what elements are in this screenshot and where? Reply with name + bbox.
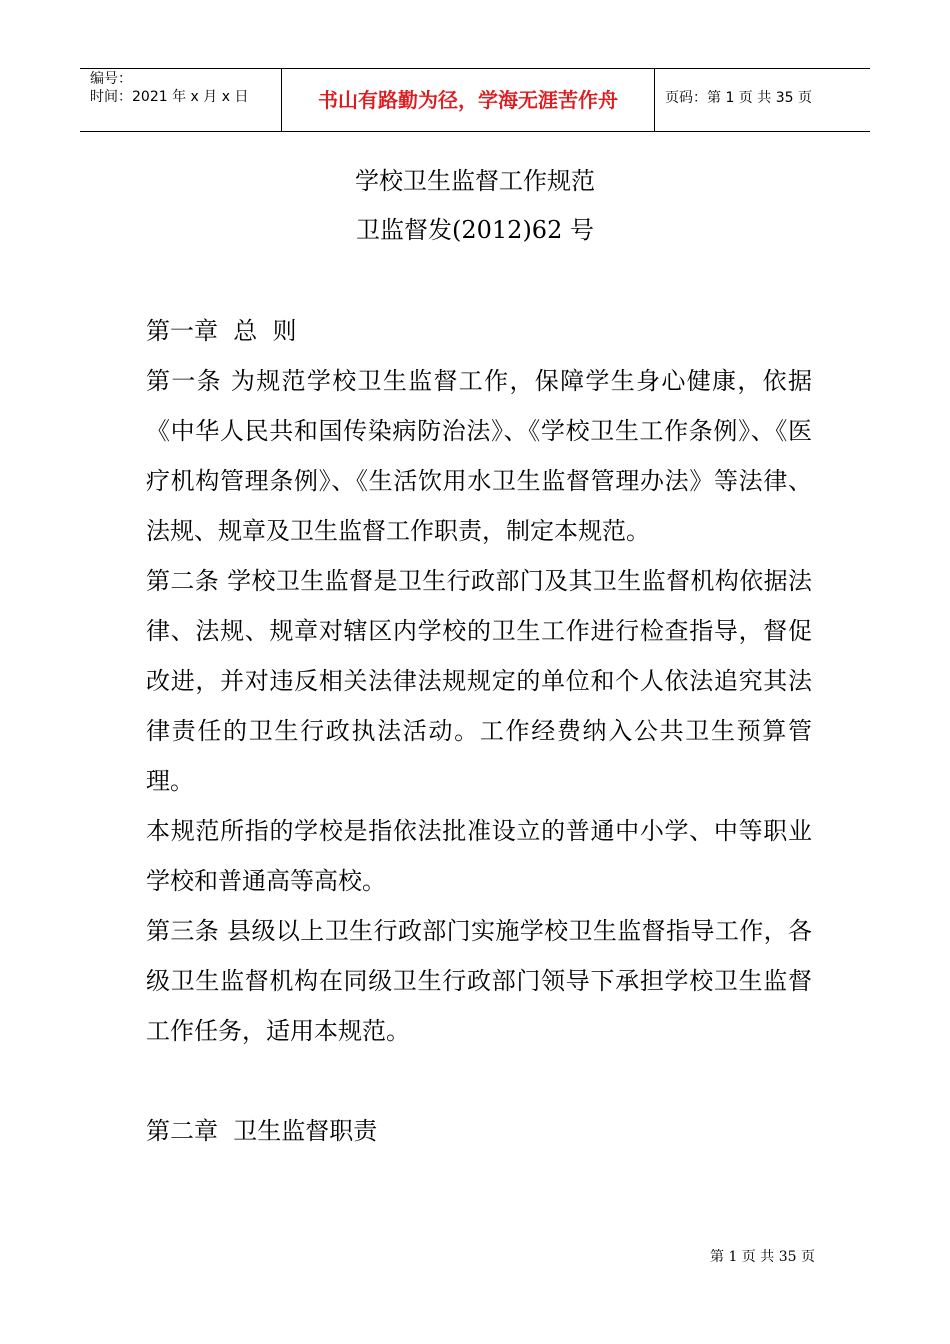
document-number: 卫监督发(2012)62 号 [356, 216, 594, 244]
document-time: 时间：2021 年 x 月 x 日 [90, 89, 249, 105]
header-left-cell [80, 69, 281, 131]
header-middle-cell [281, 69, 655, 131]
article-2-paragraph: 第二条 学校卫生监督是卫生行政部门及其卫生监督机构依据法律、法规、规章对辖区内学校的卫生工作进行检查指导，督促改进，并对违反相关法律法规规定的单位和个人依法追究其法律责任的卫生行政执法活动。工作经费纳入公共卫生预算管理。 [146, 567, 812, 795]
header-right-cell [655, 69, 870, 131]
school-definition-paragraph: 本规范所指的学校是指依法批准设立的普通中小学、中等职业学校和普通高等高校。 [146, 817, 812, 895]
article-1-paragraph: 第一条 为规范学校卫生监督工作，保障学生身心健康，依据《中华人民共和国传染病防治法》、《学校卫生工作条例》、《医疗机构管理条例》、《生活饮用水卫生监督管理办法》等法律、法规、规章及卫生监督工作职责，制定本规范。 [146, 367, 812, 545]
article-3-paragraph: 第三条 县级以上卫生行政部门实施学校卫生监督指导工作，各级卫生监督机构在同级卫生行政部门领导下承担学校卫生监督工作任务，适用本规范。 [146, 917, 812, 1045]
document-title: 学校卫生监督工作规范 [355, 167, 595, 195]
chapter-1-heading: 第一章 总 则 [146, 317, 297, 345]
chapter-1-body [146, 356, 812, 1056]
footer-page-number: 第 1 页 共 35 页 [710, 1249, 815, 1265]
header-motto: 书山有路勤为径，学海无涯苦作舟 [318, 88, 618, 112]
header-page-indicator: 页码：第 1 页 共 35 页 [665, 90, 812, 106]
chapter-2-heading: 第二章 卫生监督职责 [146, 1117, 378, 1145]
document-header [80, 68, 870, 132]
document-number-label: 编号： [90, 71, 132, 87]
